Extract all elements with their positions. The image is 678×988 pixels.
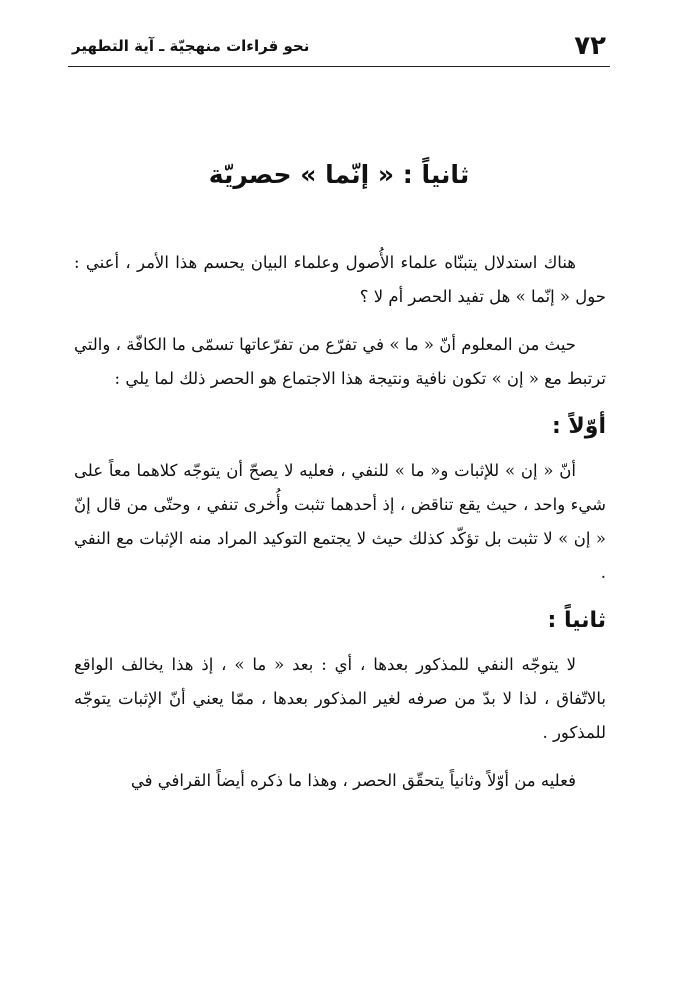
context-paragraph: حيث من المعلوم أنّ « ما » في تفرّع من تفرّعاتها تسمّى ما الكافّة ، والتي ترتبط مع « إن » تكون نافية ونتيجة هذا الاجتماع هو الحصر ذلك لما يلي : xyxy=(74,335,606,388)
page-header xyxy=(72,28,606,64)
body-text xyxy=(74,246,606,812)
second-point-paragraph: لا يتوجّه النفي للمذكور بعدها ، أي : بعد « ما » ، إذ هذا يخالف الواقع بالاتّفاق ، لذا لا بدّ من صرفه لغير المذكور بعدها ، ممّا يعني أنّ الإثبات يتوجّه للمذكور . xyxy=(74,655,606,742)
section-title: ثانياً : « إنّما » حصريّة xyxy=(208,160,470,189)
page-number: ٧٢ xyxy=(574,31,606,61)
conclusion-paragraph: فعليه من أوّلاً وثانياً يتحقّق الحصر ، وهذا ما ذكره أيضاً القرافي في xyxy=(130,771,576,790)
intro-paragraph: هناك استدلال يتبنّاه علماء الأُصول وعلماء البيان يحسم هذا الأمر ، أعني : حول « إنّما » هل تفيد الحصر أم لا ؟ xyxy=(74,253,606,306)
second-point-heading: ثانياً : xyxy=(547,608,606,633)
running-title: نحو قراءات منهجيّة ـ آية التطهير xyxy=(72,37,310,55)
header-divider xyxy=(68,66,610,67)
first-point-paragraph: أنّ « إن » للإثبات و« ما » للنفي ، فعليه لا يصحّ أن يتوجّه كلاهما معاً على شيء واحد ، حيث يقع تناقض ، إذ أحدهما تثبت وأُخرى تنفي ، وحتّى من قال إنّ « إن » لا تثبت بل تؤكّد كذلك حيث لا يجتمع التوكيد المراد منه الإثبات مع النفي . xyxy=(74,461,606,582)
first-point-heading: أوّلاً : xyxy=(551,414,606,439)
